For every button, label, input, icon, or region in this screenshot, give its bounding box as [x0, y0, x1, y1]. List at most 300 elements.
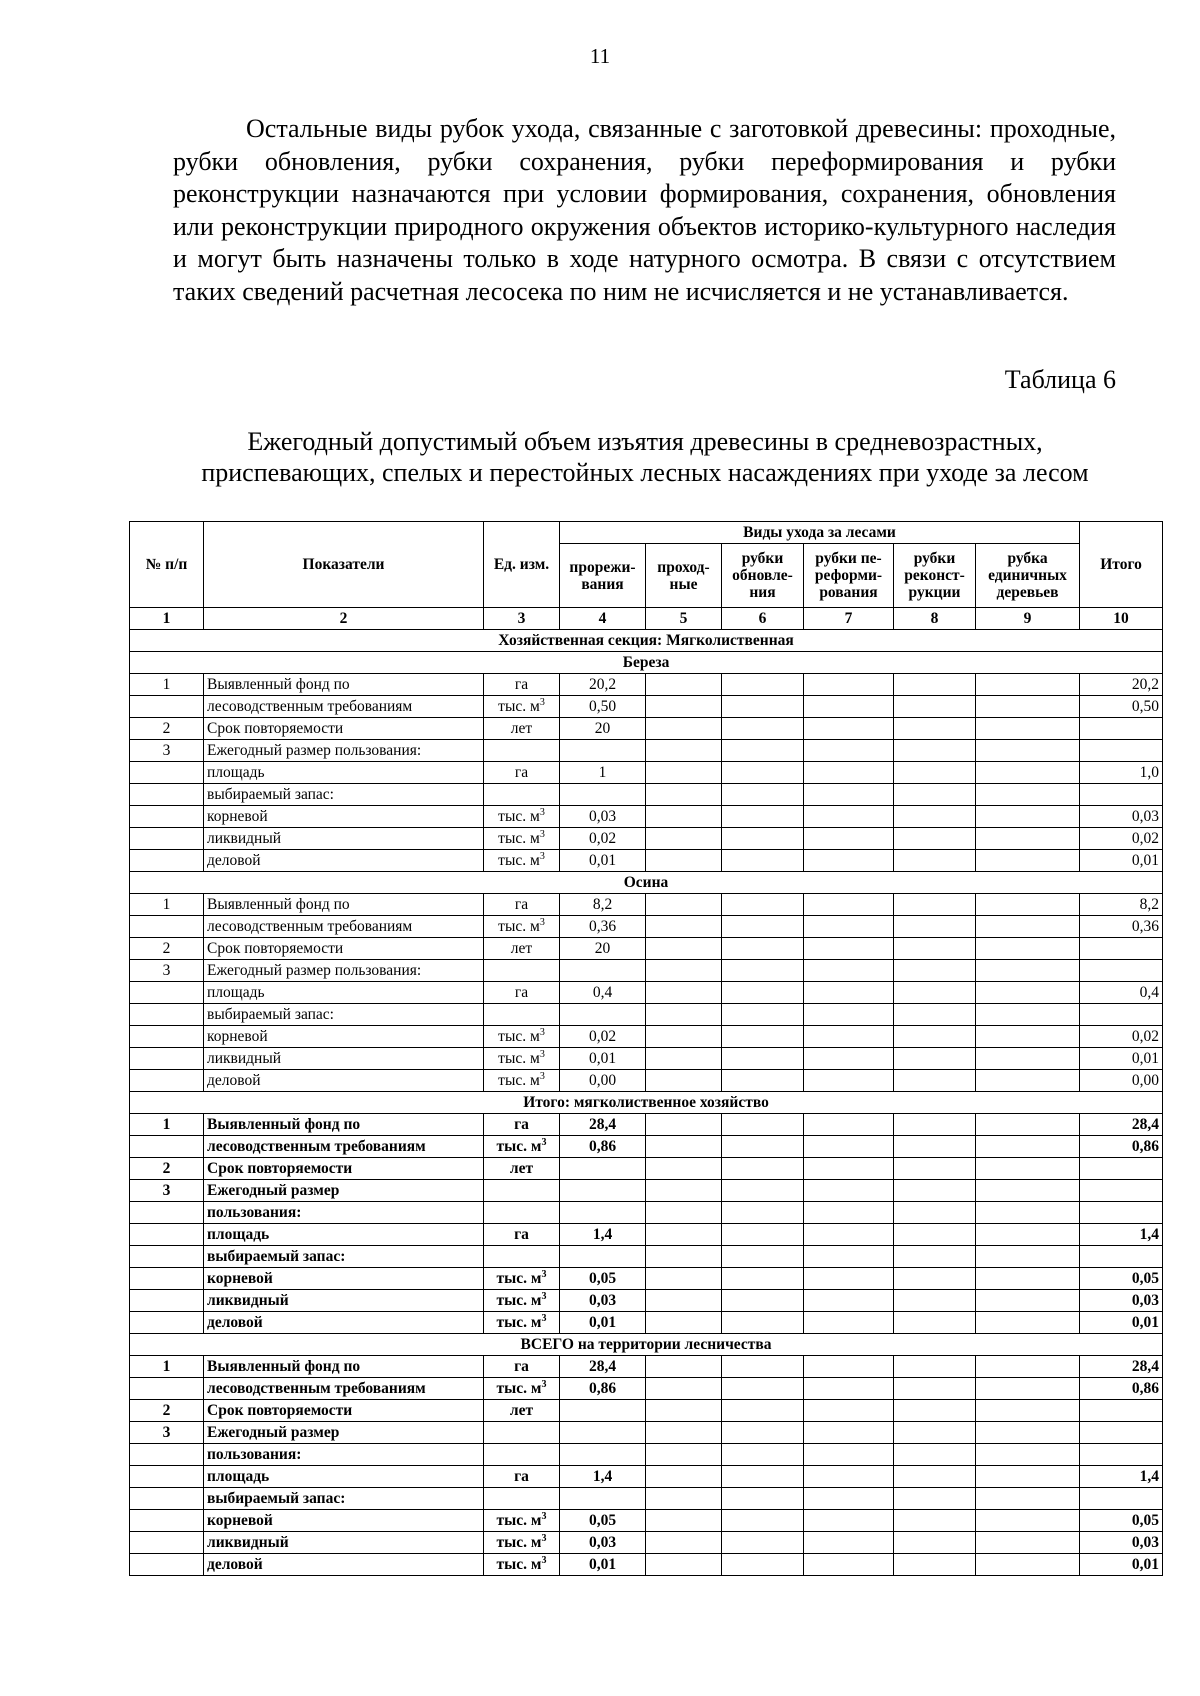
- section-title: Хозяйственная секция: Мягколиственная: [130, 630, 1163, 652]
- cell-passing: [646, 1488, 722, 1510]
- cell-single-trees: [976, 1202, 1080, 1224]
- cell-single-trees: [976, 982, 1080, 1004]
- cell-thinning: [560, 960, 646, 982]
- cell-renewal: [722, 1356, 804, 1378]
- cell-renewal: [722, 1114, 804, 1136]
- cell-total: [1080, 784, 1163, 806]
- unit-text: га: [514, 1226, 529, 1243]
- unit-exponent: 3: [541, 1136, 547, 1148]
- table-row: [130, 1554, 1163, 1576]
- cell-indicator: деловой: [204, 1554, 484, 1576]
- cell-num: 3: [130, 1180, 204, 1202]
- table-row: [130, 1290, 1163, 1312]
- cell-reform: [804, 1422, 894, 1444]
- cell-thinning: 1,4: [560, 1224, 646, 1246]
- cell-reform: [804, 1246, 894, 1268]
- cell-reconstruction: [894, 674, 976, 696]
- cell-num: [130, 1444, 204, 1466]
- cell-single-trees: [976, 1004, 1080, 1026]
- cell-num: 1: [130, 1114, 204, 1136]
- unit-text: тыс. м: [498, 852, 540, 869]
- table-row: [130, 674, 1163, 696]
- unit-exponent: 3: [539, 828, 545, 840]
- column-number: 2: [204, 608, 484, 630]
- unit-exponent: 3: [541, 1510, 547, 1522]
- cell-total: 8,2: [1080, 894, 1163, 916]
- cell-reform: [804, 1268, 894, 1290]
- unit-exponent: 3: [541, 1378, 547, 1390]
- cell-indicator: Срок повторяемости: [204, 938, 484, 960]
- table-row: [130, 1356, 1163, 1378]
- table-row: [130, 1532, 1163, 1554]
- cell-renewal: [722, 1554, 804, 1576]
- cell-unit: [484, 1202, 560, 1224]
- cell-reconstruction: [894, 1114, 976, 1136]
- table-row: [130, 762, 1163, 784]
- cell-single-trees: [976, 1290, 1080, 1312]
- cell-total: 0,01: [1080, 1312, 1163, 1334]
- cell-unit: [484, 1356, 560, 1378]
- cell-indicator: корневой: [204, 1026, 484, 1048]
- table-row: [130, 1004, 1163, 1026]
- cell-reconstruction: [894, 1554, 976, 1576]
- cell-single-trees: [976, 674, 1080, 696]
- cell-single-trees: [976, 828, 1080, 850]
- cell-total: [1080, 938, 1163, 960]
- cell-renewal: [722, 1026, 804, 1048]
- cell-indicator: площадь: [204, 1466, 484, 1488]
- cell-indicator: лесоводственным требованиям: [204, 1378, 484, 1400]
- cell-indicator: корневой: [204, 806, 484, 828]
- cell-thinning: 0,4: [560, 982, 646, 1004]
- cell-renewal: [722, 1224, 804, 1246]
- cell-thinning: 8,2: [560, 894, 646, 916]
- cell-indicator: пользования:: [204, 1444, 484, 1466]
- cell-reform: [804, 1180, 894, 1202]
- table-row: [130, 1510, 1163, 1532]
- cell-single-trees: [976, 1070, 1080, 1092]
- cell-reconstruction: [894, 982, 976, 1004]
- cell-reconstruction: [894, 1400, 976, 1422]
- cell-reconstruction: [894, 1312, 976, 1334]
- unit-exponent: 3: [539, 1026, 545, 1038]
- cell-num: [130, 916, 204, 938]
- cell-single-trees: [976, 740, 1080, 762]
- unit-text: тыс. м: [498, 830, 540, 847]
- unit-text: лет: [509, 1402, 534, 1419]
- cell-indicator: лесоводственным требованиям: [204, 696, 484, 718]
- header-reform: рубки пе-реформи-рования: [804, 544, 894, 608]
- cell-reconstruction: [894, 1180, 976, 1202]
- cell-thinning: [560, 1180, 646, 1202]
- column-number: 6: [722, 608, 804, 630]
- cell-reform: [804, 1114, 894, 1136]
- unit-text: тыс. м: [498, 1072, 540, 1089]
- cell-indicator: выбираемый запас:: [204, 1004, 484, 1026]
- cell-passing: [646, 1246, 722, 1268]
- cell-reconstruction: [894, 806, 976, 828]
- unit-exponent: 3: [539, 806, 545, 818]
- cell-passing: [646, 784, 722, 806]
- section-row: [130, 630, 1163, 652]
- cell-reform: [804, 718, 894, 740]
- cell-num: [130, 784, 204, 806]
- cell-reform: [804, 1026, 894, 1048]
- cell-renewal: [722, 1004, 804, 1026]
- cell-renewal: [722, 762, 804, 784]
- cell-reform: [804, 1378, 894, 1400]
- unit-text: лет: [510, 720, 533, 737]
- table-label: Таблица 6: [1004, 365, 1116, 394]
- cell-renewal: [722, 784, 804, 806]
- cell-total: [1080, 1444, 1163, 1466]
- table-row: [130, 1422, 1163, 1444]
- cell-renewal: [722, 696, 804, 718]
- cell-renewal: [722, 938, 804, 960]
- cell-num: [130, 696, 204, 718]
- cell-indicator: пользования:: [204, 1202, 484, 1224]
- cell-total: 0,00: [1080, 1070, 1163, 1092]
- cell-indicator: ликвидный: [204, 828, 484, 850]
- cell-indicator: выбираемый запас:: [204, 784, 484, 806]
- unit-text: га: [514, 1116, 529, 1133]
- cell-thinning: 0,00: [560, 1070, 646, 1092]
- cell-single-trees: [976, 1158, 1080, 1180]
- cell-thinning: 0,01: [560, 850, 646, 872]
- table-row: [130, 1312, 1163, 1334]
- cell-passing: [646, 1466, 722, 1488]
- table-row: [130, 1246, 1163, 1268]
- unit-text: тыс. м: [496, 1512, 542, 1529]
- intro-paragraph: Остальные виды рубок ухода, связанные с заготовкой древесины: проходные, рубки обновления, рубки сохранения, рубки переформирования и рубки реконструкции назначаются при условии формирования, сохранения, обновления или реконструкции природного окружения объектов историко-культурного наследия и могут быть назначены только в ходе натурного осмотра. В связи с отсутствием таких сведений расчетная лесосека по ним не исчисляется и не устанавливается.: [173, 114, 1116, 306]
- table-row: [130, 894, 1163, 916]
- cell-num: 1: [130, 1356, 204, 1378]
- cell-reconstruction: [894, 784, 976, 806]
- cell-reform: [804, 916, 894, 938]
- cell-thinning: 0,05: [560, 1510, 646, 1532]
- cell-num: [130, 982, 204, 1004]
- cell-passing: [646, 1048, 722, 1070]
- cell-num: [130, 1246, 204, 1268]
- cell-single-trees: [976, 960, 1080, 982]
- cell-passing: [646, 718, 722, 740]
- cell-unit: [484, 674, 560, 696]
- unit-text: га: [514, 984, 529, 1001]
- cell-renewal: [722, 1312, 804, 1334]
- cell-num: [130, 1070, 204, 1092]
- cell-num: [130, 828, 204, 850]
- cell-num: [130, 1466, 204, 1488]
- cell-single-trees: [976, 894, 1080, 916]
- column-number: 3: [484, 608, 560, 630]
- cell-reconstruction: [894, 828, 976, 850]
- cell-renewal: [722, 960, 804, 982]
- cell-total: 0,01: [1080, 1554, 1163, 1576]
- cell-passing: [646, 916, 722, 938]
- cell-reform: [804, 960, 894, 982]
- cell-indicator: Выявленный фонд по: [204, 1356, 484, 1378]
- cell-indicator: площадь: [204, 1224, 484, 1246]
- cell-passing: [646, 696, 722, 718]
- cell-unit: [484, 696, 560, 718]
- cell-num: [130, 1378, 204, 1400]
- cell-passing: [646, 850, 722, 872]
- cell-passing: [646, 1444, 722, 1466]
- cell-single-trees: [976, 696, 1080, 718]
- table-body: [130, 630, 1163, 1576]
- cell-passing: [646, 960, 722, 982]
- column-number-row: [130, 608, 1163, 630]
- cell-num: [130, 806, 204, 828]
- column-number: 10: [1080, 608, 1163, 630]
- cell-total: [1080, 718, 1163, 740]
- cell-reform: [804, 1532, 894, 1554]
- cell-total: [1080, 1004, 1163, 1026]
- cell-total: [1080, 1488, 1163, 1510]
- cell-single-trees: [976, 806, 1080, 828]
- cell-passing: [646, 1202, 722, 1224]
- unit-exponent: 3: [539, 1048, 545, 1060]
- cell-thinning: [560, 784, 646, 806]
- cell-thinning: [560, 1422, 646, 1444]
- cell-renewal: [722, 1444, 804, 1466]
- cell-reform: [804, 894, 894, 916]
- cell-reconstruction: [894, 1532, 976, 1554]
- cell-total: 0,02: [1080, 1026, 1163, 1048]
- cell-thinning: [560, 1400, 646, 1422]
- cell-num: [130, 1312, 204, 1334]
- unit-text: тыс. м: [498, 1050, 540, 1067]
- cell-single-trees: [976, 938, 1080, 960]
- cell-total: 20,2: [1080, 674, 1163, 696]
- cell-indicator: корневой: [204, 1510, 484, 1532]
- cell-renewal: [722, 718, 804, 740]
- cell-passing: [646, 1224, 722, 1246]
- cell-single-trees: [976, 1532, 1080, 1554]
- cell-renewal: [722, 806, 804, 828]
- cell-thinning: 0,50: [560, 696, 646, 718]
- cell-total: 1,0: [1080, 762, 1163, 784]
- cell-thinning: 0,86: [560, 1136, 646, 1158]
- cell-single-trees: [976, 1224, 1080, 1246]
- unit-text: га: [514, 896, 529, 913]
- unit-text: тыс. м: [496, 1314, 542, 1331]
- cell-reform: [804, 674, 894, 696]
- cell-indicator: площадь: [204, 982, 484, 1004]
- table-row: [130, 850, 1163, 872]
- cell-thinning: 20: [560, 718, 646, 740]
- cell-thinning: [560, 1488, 646, 1510]
- cell-reconstruction: [894, 1466, 976, 1488]
- cell-passing: [646, 1312, 722, 1334]
- unit-exponent: 3: [541, 1554, 547, 1566]
- cell-unit: [484, 718, 560, 740]
- cell-passing: [646, 1268, 722, 1290]
- table-row: [130, 1180, 1163, 1202]
- cell-indicator: Срок повторяемости: [204, 1400, 484, 1422]
- unit-text: тыс. м: [498, 918, 540, 935]
- unit-exponent: 3: [541, 1532, 547, 1544]
- cell-renewal: [722, 1400, 804, 1422]
- section-row: [130, 1334, 1163, 1356]
- cell-passing: [646, 1180, 722, 1202]
- cell-indicator: лесоводственным требованиям: [204, 1136, 484, 1158]
- cell-thinning: 0,03: [560, 806, 646, 828]
- cell-unit: [484, 1136, 560, 1158]
- column-number: 4: [560, 608, 646, 630]
- table-row: [130, 828, 1163, 850]
- cell-single-trees: [976, 1048, 1080, 1070]
- cell-single-trees: [976, 1136, 1080, 1158]
- cell-renewal: [722, 740, 804, 762]
- unit-text: га: [514, 1468, 529, 1485]
- cell-renewal: [722, 850, 804, 872]
- cell-unit: [484, 850, 560, 872]
- table-title: Ежегодный допустимый объем изъятия древесины в средневозрастных, приспевающих, спелых и перестойных лесных насаждениях при уходе за лесом: [201, 427, 1089, 487]
- table-row: [130, 1070, 1163, 1092]
- cell-num: [130, 1048, 204, 1070]
- cell-renewal: [722, 916, 804, 938]
- cell-reform: [804, 740, 894, 762]
- cell-total: 0,4: [1080, 982, 1163, 1004]
- cell-total: [1080, 740, 1163, 762]
- cell-unit: [484, 762, 560, 784]
- table-row: [130, 1224, 1163, 1246]
- cell-renewal: [722, 828, 804, 850]
- cell-passing: [646, 1400, 722, 1422]
- cell-thinning: [560, 740, 646, 762]
- cell-reconstruction: [894, 1202, 976, 1224]
- cell-unit: [484, 1246, 560, 1268]
- table-row: [130, 696, 1163, 718]
- unit-text: га: [514, 764, 529, 781]
- cell-passing: [646, 1070, 722, 1092]
- cell-single-trees: [976, 1246, 1080, 1268]
- cell-unit: [484, 894, 560, 916]
- cell-total: 28,4: [1080, 1114, 1163, 1136]
- table-row: [130, 916, 1163, 938]
- cell-thinning: 0,01: [560, 1554, 646, 1576]
- cell-unit: [484, 1554, 560, 1576]
- cell-reform: [804, 784, 894, 806]
- cell-passing: [646, 1422, 722, 1444]
- table-row: [130, 1268, 1163, 1290]
- cell-num: 2: [130, 1158, 204, 1180]
- cell-single-trees: [976, 1554, 1080, 1576]
- cell-indicator: Ежегодный размер: [204, 1180, 484, 1202]
- cell-num: 2: [130, 1400, 204, 1422]
- cell-total: 0,03: [1080, 1290, 1163, 1312]
- cell-reform: [804, 1312, 894, 1334]
- cell-thinning: [560, 1246, 646, 1268]
- cell-num: 2: [130, 938, 204, 960]
- cell-unit: [484, 1378, 560, 1400]
- cell-reconstruction: [894, 1422, 976, 1444]
- cell-passing: [646, 1532, 722, 1554]
- unit-exponent: 3: [539, 850, 545, 862]
- cell-reconstruction: [894, 1378, 976, 1400]
- cell-num: [130, 762, 204, 784]
- cell-num: 3: [130, 740, 204, 762]
- header-kinds: Виды ухода за лесами: [560, 522, 1080, 544]
- cell-single-trees: [976, 1114, 1080, 1136]
- unit-text: тыс. м: [498, 1028, 540, 1045]
- cell-num: 1: [130, 674, 204, 696]
- cell-passing: [646, 1158, 722, 1180]
- unit-text: тыс. м: [496, 1292, 542, 1309]
- cell-single-trees: [976, 1488, 1080, 1510]
- cell-passing: [646, 806, 722, 828]
- header-thinning: прорежи-вания: [560, 544, 646, 608]
- cell-indicator: площадь: [204, 762, 484, 784]
- cell-total: [1080, 1158, 1163, 1180]
- cell-num: [130, 1136, 204, 1158]
- table-row: [130, 740, 1163, 762]
- cell-num: [130, 1268, 204, 1290]
- cell-thinning: [560, 1158, 646, 1180]
- column-number: 7: [804, 608, 894, 630]
- cell-thinning: [560, 1004, 646, 1026]
- header-passing: проход-ные: [646, 544, 722, 608]
- cell-single-trees: [976, 1422, 1080, 1444]
- cell-reform: [804, 1488, 894, 1510]
- cell-unit: [484, 1070, 560, 1092]
- header-reconstruction: рубки реконст-рукции: [894, 544, 976, 608]
- cell-unit: [484, 1290, 560, 1312]
- cell-single-trees: [976, 718, 1080, 740]
- cell-reconstruction: [894, 1004, 976, 1026]
- cell-passing: [646, 1378, 722, 1400]
- unit-text: тыс. м: [498, 808, 540, 825]
- header-num: № п/п: [130, 522, 204, 608]
- cell-indicator: деловой: [204, 1312, 484, 1334]
- cell-num: [130, 850, 204, 872]
- section-title: Итого: мягколиственное хозяйство: [130, 1092, 1163, 1114]
- cell-unit: [484, 916, 560, 938]
- cell-reconstruction: [894, 1070, 976, 1092]
- cell-indicator: деловой: [204, 1070, 484, 1092]
- cell-num: [130, 1554, 204, 1576]
- cell-single-trees: [976, 1466, 1080, 1488]
- cell-passing: [646, 982, 722, 1004]
- cell-reconstruction: [894, 696, 976, 718]
- cell-unit: [484, 960, 560, 982]
- cell-indicator: Выявленный фонд по: [204, 1114, 484, 1136]
- cell-unit: [484, 1444, 560, 1466]
- cell-reconstruction: [894, 894, 976, 916]
- cell-thinning: 28,4: [560, 1114, 646, 1136]
- cell-reconstruction: [894, 762, 976, 784]
- cell-unit: [484, 1532, 560, 1554]
- unit-text: лет: [510, 940, 533, 957]
- cell-unit: [484, 784, 560, 806]
- cell-reconstruction: [894, 850, 976, 872]
- cell-num: [130, 1290, 204, 1312]
- cell-total: [1080, 1422, 1163, 1444]
- cell-thinning: 0,86: [560, 1378, 646, 1400]
- cell-reform: [804, 806, 894, 828]
- column-number: 8: [894, 608, 976, 630]
- cell-thinning: 20,2: [560, 674, 646, 696]
- cell-reform: [804, 762, 894, 784]
- cell-single-trees: [976, 762, 1080, 784]
- cell-single-trees: [976, 850, 1080, 872]
- cell-passing: [646, 1136, 722, 1158]
- cell-reform: [804, 1004, 894, 1026]
- cell-reform: [804, 1554, 894, 1576]
- cell-total: [1080, 960, 1163, 982]
- cell-reconstruction: [894, 1356, 976, 1378]
